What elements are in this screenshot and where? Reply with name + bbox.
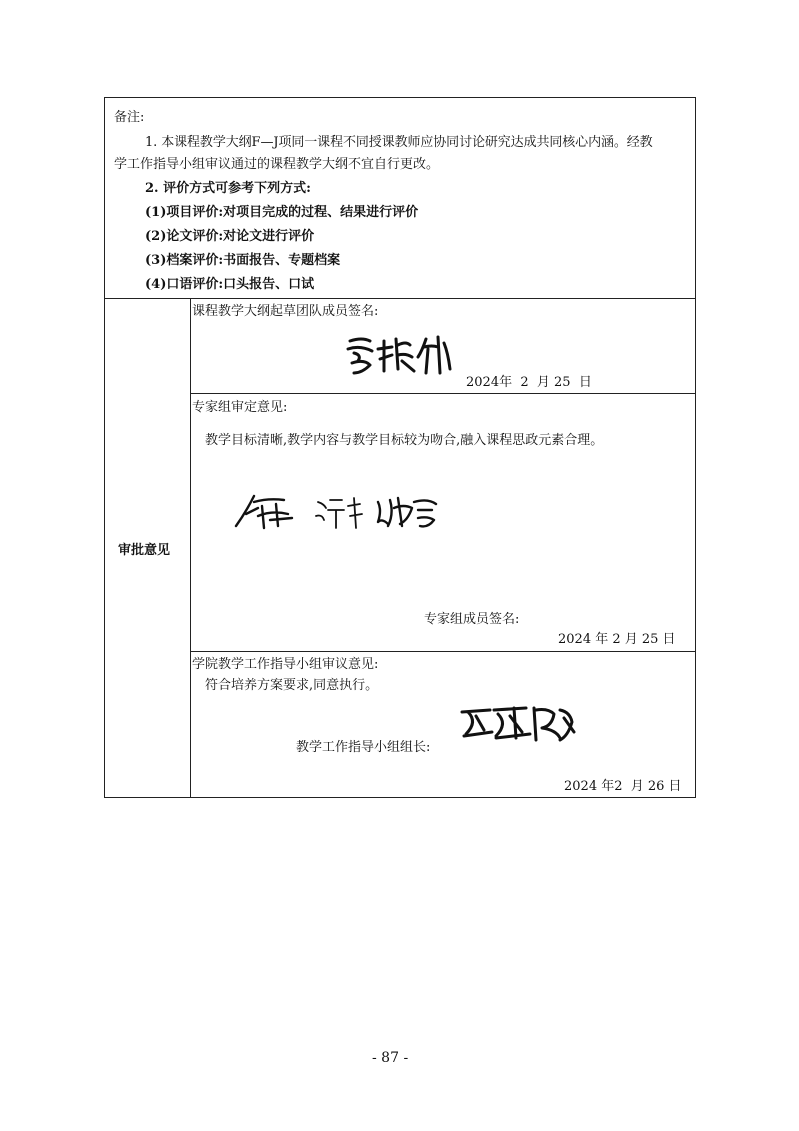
drafting-signature-image: [340, 333, 460, 377]
college-title: 学院教学工作指导小组审议意见:: [192, 657, 379, 672]
college-date: 2024 年2 月 26 日: [564, 779, 682, 794]
page-number: - 87 -: [372, 1050, 409, 1066]
table-left-border: [104, 97, 105, 798]
notes-line-1-continued: 学工作指导小组审议通过的课程教学大纲不宜自行更改。: [114, 157, 440, 172]
college-leader-signature-image: [456, 702, 580, 746]
college-opinion: 符合培养方案要求,同意执行。: [205, 678, 379, 693]
drafting-title: 课程教学大纲起草团队成员签名:: [192, 304, 379, 319]
college-leader-label: 教学工作指导小组组长:: [296, 740, 431, 755]
notes-item: (2)论文评价:对论文进行评价: [145, 229, 315, 244]
notes-item: (4)口语评价:口头报告、口试: [145, 277, 315, 292]
expert-sign-label: 专家组成员签名:: [424, 612, 520, 627]
notes-item: (1)项目评价:对项目完成的过程、结果进行评价: [145, 205, 419, 220]
expert-bottom-border: [190, 651, 696, 652]
notes-line-2: 2. 评价方式可参考下列方式:: [145, 181, 311, 196]
expert-title: 专家组审定意见:: [192, 400, 288, 415]
drafting-bottom-border: [190, 393, 696, 394]
table-top-border: [104, 97, 696, 98]
notes-bottom-border: [104, 298, 696, 299]
table-bottom-border: [104, 797, 696, 798]
expert-signatures-image: [232, 490, 442, 536]
drafting-date: 2024年 2 月 25 日: [466, 375, 592, 390]
approval-column-divider: [190, 298, 191, 798]
table-right-border: [695, 97, 696, 798]
notes-heading: 备注:: [114, 110, 145, 125]
expert-date: 2024 年 2 月 25 日: [558, 632, 676, 647]
expert-opinion: 教学目标清晰,教学内容与教学目标较为吻合,融入课程思政元素合理。: [205, 433, 604, 448]
notes-line-1: 1. 本课程教学大纲F—J项同一课程不同授课教师应协同讨论研究达成共同核心内涵。经教: [145, 135, 653, 150]
notes-item: (3)档案评价:书面报告、专题档案: [145, 253, 341, 268]
approval-label: 审批意见: [118, 543, 171, 558]
